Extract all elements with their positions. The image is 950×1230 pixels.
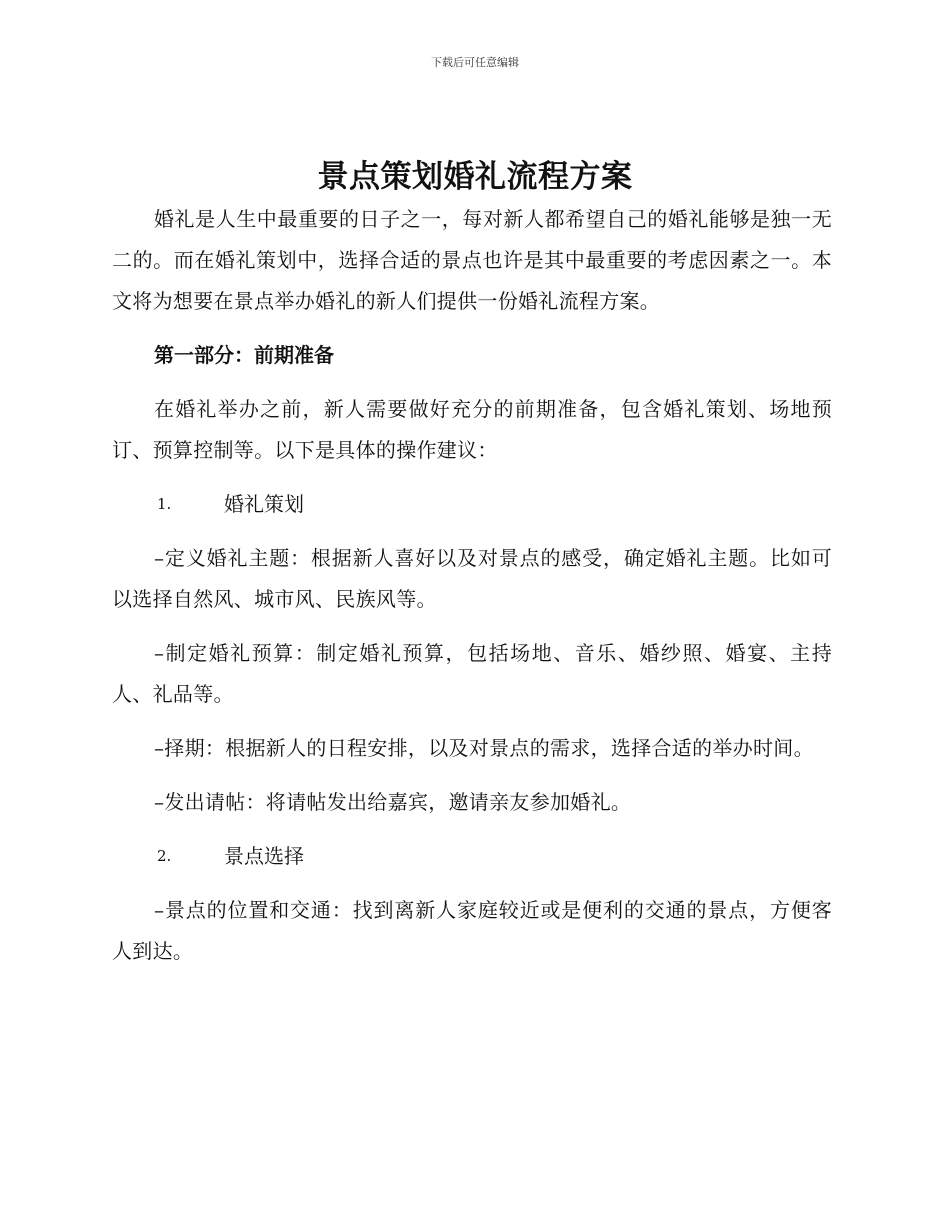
numbered-item-wedding-planning	[112, 484, 832, 525]
bullet-paragraph: –择期：根据新人的日程安排，以及对景点的需求，选择合适的举办时间。	[154, 736, 814, 760]
document-title: 景点策划婚礼流程方案	[317, 159, 633, 195]
numbered-item-venue-selection	[112, 836, 832, 877]
bullet-paragraph: –定义婚礼主题：根据新人喜好以及对景点的感受，确定婚礼主题。比如可以选择自然风、城市风、民族风等。	[112, 546, 832, 611]
intro-paragraph: 婚礼是人生中最重要的日子之一，每对新人都希望自己的婚礼能够是独一无二的。而在婚礼策划中，选择合适的景点也许是其中最重要的考虑因素之一。本文将为想要在景点举办婚礼的新人们提供一份婚礼流程方案。	[112, 207, 832, 313]
bullet-paragraph: –制定婚礼预算：制定婚礼预算，包括场地、音乐、婚纱照、婚宴、主持人、礼品等。	[112, 641, 832, 706]
page-header-note: 下载后可任意编辑	[431, 56, 519, 69]
item-title: 婚礼策划	[224, 492, 304, 516]
section-heading: 第一部分：前期准备	[154, 343, 334, 367]
bullet-paragraph: –发出请帖：将请帖发出给嘉宾，邀请亲友参加婚礼。	[154, 790, 632, 814]
item-number: 2.	[157, 847, 172, 865]
document-body	[112, 199, 832, 985]
item-number: 1.	[157, 495, 172, 513]
item-title: 景点选择	[224, 844, 304, 868]
section-intro-paragraph: 在婚礼举办之前，新人需要做好充分的前期准备，包含婚礼策划、场地预订、预算控制等。以下是具体的操作建议：	[112, 397, 832, 462]
bullet-paragraph: –景点的位置和交通：找到离新人家庭较近或是便利的交通的景点，方便客人到达。	[112, 898, 832, 963]
